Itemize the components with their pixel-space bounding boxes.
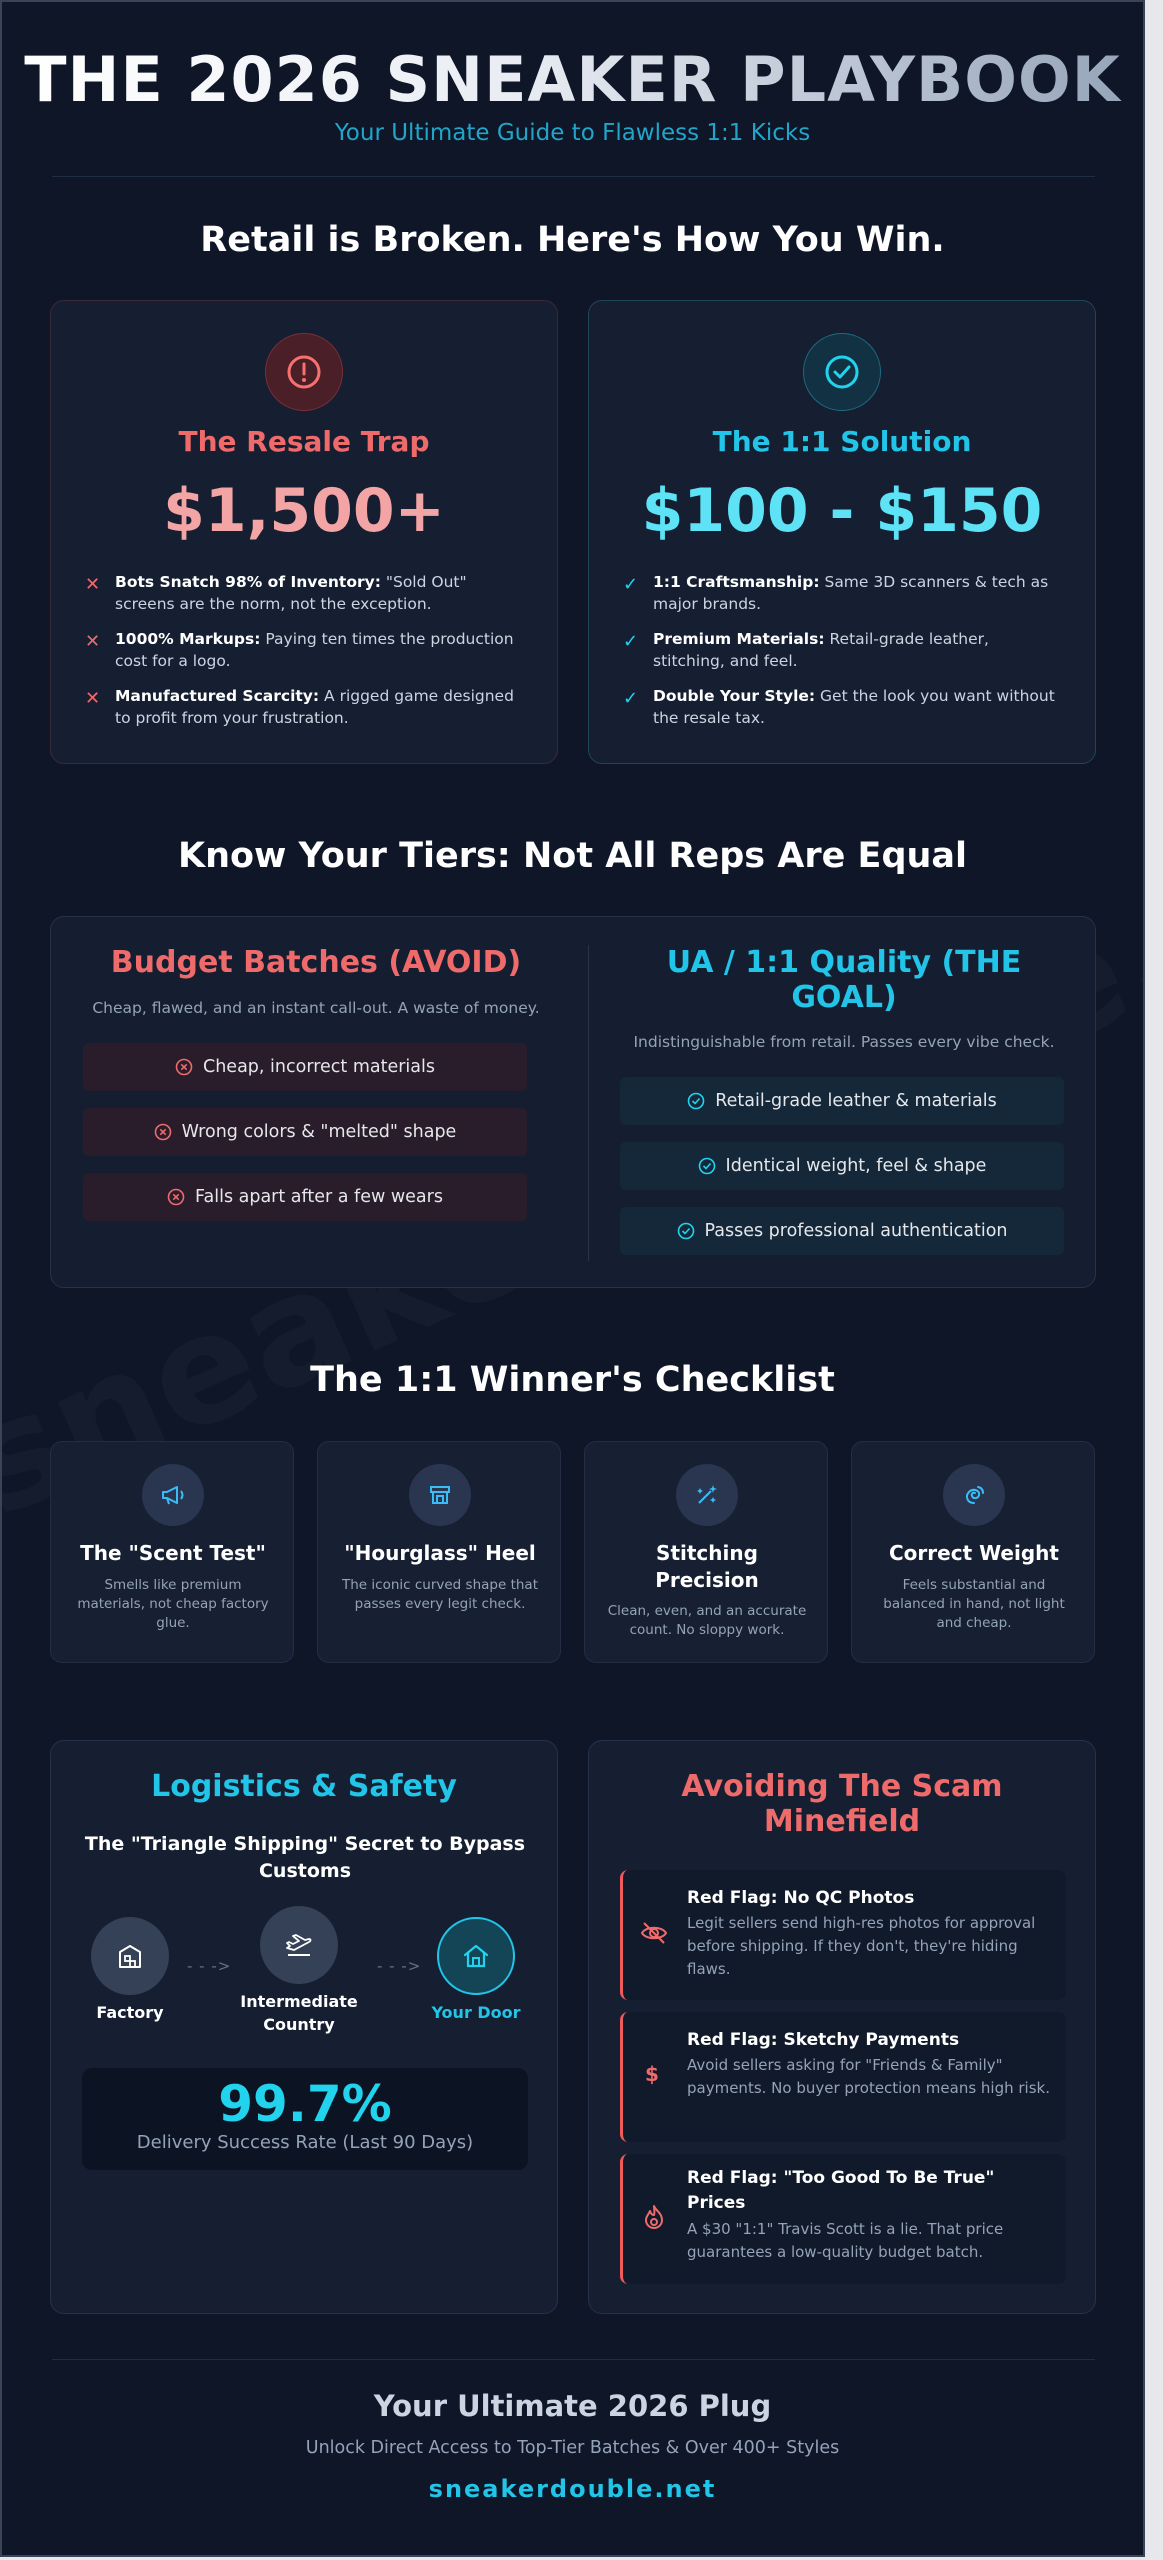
logistics-card [50,1740,558,2314]
list-item: ✕ Bots Snatch 98% of Inventory: "Sold Out" screens are the norm, not the exception. [85,573,467,613]
arrow-icon: - - -> [187,1957,232,1975]
list-item: ✓ Premium Materials: Retail-grade leather, stitching, and feel. [623,630,989,670]
solution-price: $100 - $150 [641,476,1043,546]
check-icon: ✓ [623,631,639,652]
budget-item: Wrong colors & "melted" shape [83,1108,527,1156]
divider [52,2359,1095,2360]
ua-tier-title: UA / 1:1 Quality (THE GOAL) [666,945,1022,1015]
checklist-card-heel [317,1441,561,1663]
resale-price: $1,500+ [163,476,445,546]
x-icon: ✕ [85,631,101,652]
solution-title: The 1:1 Solution [712,425,972,458]
check-circle-icon [698,1157,716,1175]
budget-tier-title: Budget Batches (AVOID) [110,945,522,980]
tiers-card [50,916,1096,1288]
x-circle-icon [154,1123,172,1141]
logistics-subtitle: The "Triangle Shipping" Secret to Bypass Customs [84,1833,526,1882]
resale-trap-title: The Resale Trap [178,425,430,458]
ua-item: Identical weight, feel & shape [620,1142,1064,1190]
megaphone-icon [142,1464,204,1526]
checklist-section-title: The 1:1 Winner's Checklist [310,1360,835,1400]
scam-title: Avoiding The Scam Minefield [681,1769,1003,1839]
red-flag-desc: Legit sellers send high-res photos for approval before shipping. If they don't, they're hiding flaws. [687,1914,1036,1978]
dollar-icon: $ [645,2062,659,2086]
red-flag-desc: Avoid sellers asking for "Friends & Family" payments. No buyer protection means high risk. [687,2056,1050,2097]
factory-node [91,1917,169,1995]
intermediate-label: Intermediate Country [240,1992,358,2034]
checklist-card-stitching [584,1441,828,1663]
divider [52,176,1095,177]
factory-label: Factory [96,2003,164,2022]
store-icon [409,1464,471,1526]
door-node [437,1917,515,1995]
tiers-divider [588,945,589,1261]
list-item: ✓ 1:1 Craftsmanship: Same 3D scanners & tech as major brands. [623,573,1049,613]
arrow-icon: - - -> [377,1957,422,1975]
footer-title: Your Ultimate 2026 Plug [373,2389,772,2423]
checklist-title: The "Scent Test" [80,1541,266,1565]
swirl-icon [943,1464,1005,1526]
red-flag-desc: A $30 "1:1" Travis Scott is a lie. That price guarantees a low-quality budget batch. [687,2220,1004,2261]
x-circle-icon [167,1188,185,1206]
red-flag-payments [620,2012,1066,2142]
delivery-stat [82,2068,528,2170]
footer-url-link[interactable]: sneakerdouble.net [428,2475,717,2503]
red-flag-qc [620,1870,1066,2000]
red-flag-title: Red Flag: Sketchy Payments [687,2030,960,2050]
resale-trap-card [50,300,558,764]
checklist-title: "Hourglass" Heel [344,1541,536,1565]
budget-item: Cheap, incorrect materials [83,1043,527,1091]
checklist-card-weight [851,1441,1095,1663]
plane-icon [282,1928,316,1962]
red-flag-title: Red Flag: "Too Good To Be True" Prices [687,2168,995,2213]
page-title: THE 2026 SNEAKER PLAYBOOK [2,44,1143,116]
list-item: ✓ Double Your Style: Get the look you want without the resale tax. [623,687,1055,727]
checklist-title: Correct Weight [889,1541,1059,1565]
header [2,44,1143,146]
x-circle-icon [175,1058,193,1076]
ua-tier-desc: Indistinguishable from retail. Passes every vibe check. [633,1033,1055,1051]
checklist-desc: The iconic curved shape that passes every legit check. [342,1577,538,1612]
logistics-title: Logistics & Safety [151,1769,457,1804]
ua-item: Passes professional authentication [620,1207,1064,1255]
page-subtitle: Your Ultimate Guide to Flawless 1:1 Kicks [334,120,811,146]
alert-circle-icon [265,333,343,411]
list-item: ✕ 1000% Markups: Paying ten times the production cost for a logo. [85,630,514,670]
checklist-desc: Clean, even, and an accurate count. No sloppy work. [607,1603,807,1638]
check-icon: ✓ [623,688,639,709]
red-flag-prices [620,2154,1066,2284]
checklist-title: Stitching Precision [655,1541,759,1592]
delivery-stat-label: Delivery Success Rate (Last 90 Days) [136,2132,474,2153]
home-icon [459,1939,493,1973]
sparkle-icon [676,1464,738,1526]
check-circle-icon [677,1222,695,1240]
check-circle-icon [803,333,881,411]
budget-item: Falls apart after a few wears [83,1173,527,1221]
checklist-desc: Smells like premium materials, not cheap factory glue. [77,1577,269,1631]
door-label: Your Door [431,2003,521,2022]
list-item: ✕ Manufactured Scarcity: A rigged game designed to profit from your frustration. [85,687,514,727]
factory-icon [113,1939,147,1973]
check-circle-icon [687,1092,705,1110]
checklist-desc: Feels substantial and balanced in hand, not light and cheap. [883,1577,1065,1631]
check-icon: ✓ [623,574,639,595]
checklist-card-scent [50,1441,294,1663]
red-flag-title: Red Flag: No QC Photos [687,1888,915,1908]
tiers-section-title: Know Your Tiers: Not All Reps Are Equal [177,836,968,876]
x-icon: ✕ [85,688,101,709]
flame-icon [639,2202,669,2232]
retail-section-title: Retail is Broken. Here's How You Win. [200,220,945,260]
ua-item: Retail-grade leather & materials [620,1077,1064,1125]
x-icon: ✕ [85,574,101,595]
footer-subtitle: Unlock Direct Access to Top-Tier Batches & Over 400+ Styles [305,2438,840,2458]
budget-tier-desc: Cheap, flawed, and an instant call-out. A waste of money. [92,999,540,1017]
intermediate-node [260,1906,338,1984]
resale-trap-list [83,571,523,742]
eye-off-icon [639,1918,669,1948]
solution-card [588,300,1096,764]
delivery-stat-value: 99.7% [218,2075,392,2133]
solution-list [621,571,1061,742]
